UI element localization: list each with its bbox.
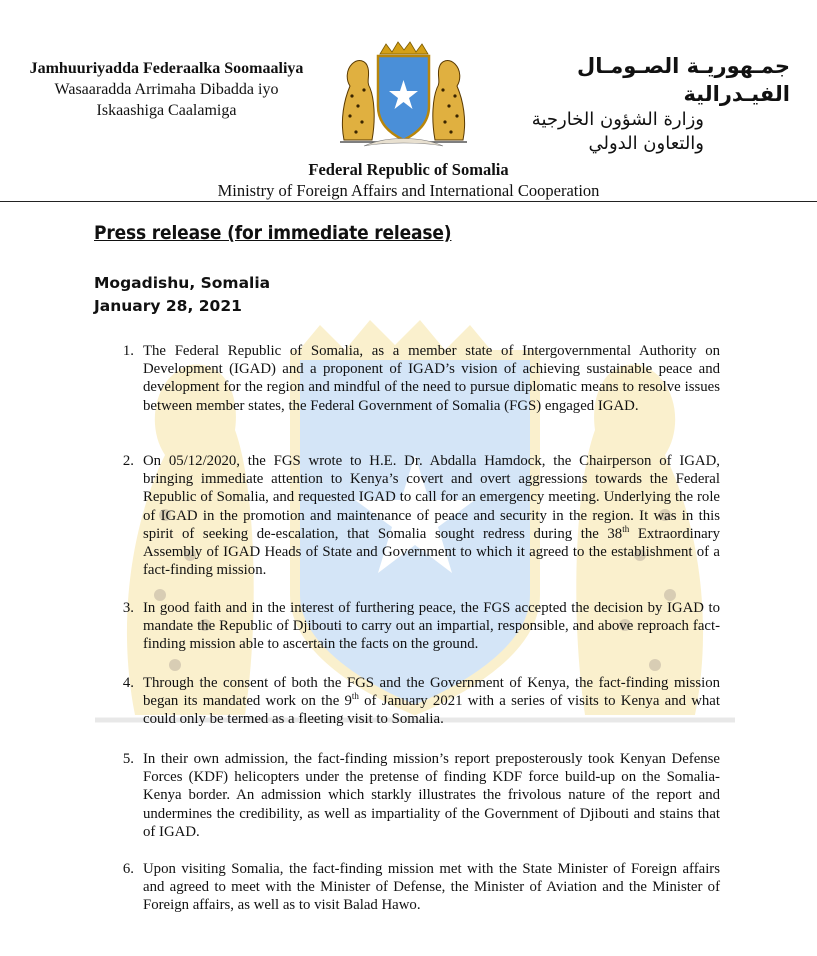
- item-number: 1.: [122, 343, 134, 359]
- press-release-title: Press release (for immediate release): [94, 222, 452, 244]
- english-heading: [0, 159, 817, 201]
- item-text-part: Extraordinary Assembly of IGAD Heads of State and Government to which it agreed to the establishment of a fact-finding mission.: [143, 525, 721, 579]
- arabic-heading: [470, 52, 790, 156]
- arabic-line-3: والتعاون الدولي: [588, 133, 704, 154]
- arabic-line-2: وزارة الشؤون الخارجية: [531, 109, 704, 130]
- item-number: 2.: [122, 453, 134, 469]
- item-text: [143, 674, 720, 729]
- arabic-line-1: جمـهوريـة الصـومـال الفيـدرالية: [576, 54, 790, 106]
- somali-heading: [0, 58, 333, 121]
- somali-line-2: Wasaaradda Arrimaha Dibadda iyo: [54, 81, 279, 98]
- item-text-part: On 05/12/2020, the FGS wrote to H.E. Dr. Abdalla Hamdock, the Chairperson of IGAD, bringing immediate attention to Kenya’s covert and overt aggressions towards the Federal Republic of Somalia, and requested IGAD to call for an emergency meeting. Underlying the role of IGAD in the promotion and maintenance of peace and security in the region. It was in this spirit of seeking de-escalation, that Somalia sought redress during the 38: [143, 453, 720, 542]
- somali-line-3: Iskaashiga Caalamiga: [96, 102, 237, 119]
- release-place: Mogadishu, Somalia: [94, 274, 271, 292]
- english-line-2: Ministry of Foreign Affairs and International Cooperation: [217, 181, 600, 200]
- somali-line-1: Jamhuuriyadda Federaalka Soomaaliya: [29, 60, 304, 77]
- item-text: The Federal Republic of Somalia, as a member state of Intergovernmental Authority on Development (IGAD) and a proponent of IGAD’s vision of achieving sustainable peace and development for the region and mindful of the need to pursue diplomatic means to resolve issues between member states, the Federal Government of Somalia (FGS) engaged IGAD.: [143, 343, 720, 414]
- item-number: 3.: [122, 600, 134, 616]
- item-number: 5.: [122, 751, 134, 767]
- header-divider: [0, 201, 817, 202]
- coat-of-arms-emblem: [336, 40, 471, 152]
- item-text: In good faith and in the interest of furthering peace, the FGS accepted the decision by IGAD to mandate the Republic of Djibouti to carry out an impartial, responsible, and above reproach fact-finding mission able to ascertain the facts on the ground.: [143, 600, 720, 653]
- item-text: Upon visiting Somalia, the fact-finding mission met with the State Minister of Foreign affairs and agreed to meet with the Minister of Defense, the Minister of Aviation and the Minister of Foreign affairs, as well as to visit Balad Hawo.: [143, 861, 720, 914]
- item-number: 4.: [122, 675, 134, 691]
- letterhead: [0, 0, 817, 200]
- english-line-1: Federal Republic of Somalia: [308, 160, 509, 179]
- item-text: [143, 452, 720, 579]
- item-text-part: Through the consent of both the FGS and the Government of Kenya, the fact-finding mission began its mandated work on the 9: [143, 675, 720, 710]
- dateline: [94, 272, 270, 318]
- item-text: In their own admission, the fact-finding mission’s report preposterously took Kenyan Defense Forces (KDF) helicopters under the pretense of finding KDF force build-up on the Somalia-Kenya border. An admission which starkly illustrates the frivolous nature of the report and undermines the credibility, as well as impartiality of the Government of Djibouti and stains that of IGAD.: [143, 751, 720, 840]
- item-text-part: of January 2021 with a series of visits to Kenya and what could only be termed as a fleeting visit to Somalia.: [143, 693, 720, 728]
- ordinal-suffix: th: [622, 523, 630, 534]
- item-number: 6.: [122, 861, 134, 877]
- release-date: January 28, 2021: [94, 297, 242, 315]
- ordinal-suffix: th: [351, 691, 359, 702]
